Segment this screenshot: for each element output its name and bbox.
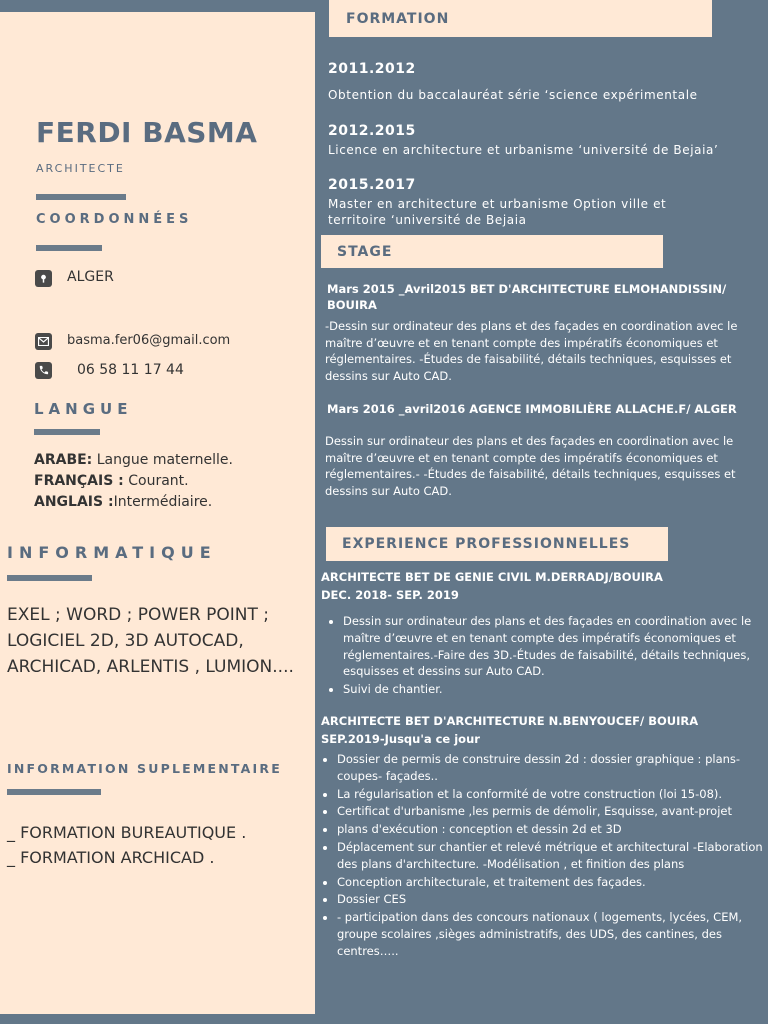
- divider: [36, 194, 126, 200]
- list-item: • Déplacement sur chantier et relevé métrique et architectural -Elaboration des plans d'architecture. -Modélisation , et finition des plans: [337, 839, 767, 873]
- supplementaire-line-2: _ FORMATION ARCHICAD .: [7, 848, 215, 867]
- list-item: • Conception architecturale, et traitement des façades.: [337, 874, 767, 891]
- experience-2-list: [319, 751, 767, 961]
- formation-year-1: 2011.2012: [328, 61, 416, 77]
- formation-desc-3: Master en architecture et urbanisme Option ville et territoire ‘université de Bejaia: [328, 197, 667, 227]
- email-icon: [35, 333, 52, 350]
- stage-2-text: Dessin sur ordinateur des plans et des façades en coordination avec le maître d’œuvre et en tenant compte des impératifs économiques et réglementaires.- -Études de faisabilité, détails techniques, esquisses et dessins sur Auto CAD.: [325, 434, 736, 498]
- stage-2-title: Mars 2016 _avril2016 AGENCE IMMOBILIÈRE ALLACHE.F/ ALGER: [327, 402, 737, 416]
- language-anglais: ANGLAIS :Intermédiaire.: [34, 494, 213, 510]
- left-column: [0, 12, 315, 1014]
- list-item: • - participation dans des concours nationaux ( logements, lycées, CEM, groupe scolaires ,sièges administratifs, des UDS, des cantines, des centres…..: [337, 909, 767, 959]
- list-item: • Dossier de permis de construire dessin 2d : dossier graphique : plans- coupes- façades..: [337, 751, 767, 785]
- language-francais: FRANÇAIS : Courant.: [34, 473, 189, 489]
- language-arabe: ARABE: Langue maternelle.: [34, 452, 233, 468]
- divider: [7, 575, 92, 581]
- phone-icon: [35, 362, 52, 379]
- list-item: • plans d'exécution : conception et dessin 2d et 3D: [337, 821, 767, 838]
- divider: [34, 429, 100, 435]
- supplementaire-heading: INFORMATION SUPLEMENTAIRE: [7, 761, 282, 776]
- phone-text: 06 58 11 17 44: [77, 362, 184, 378]
- supplementaire-line-1: _ FORMATION BUREAUTIQUE .: [7, 823, 247, 842]
- formation-desc-1: Obtention du baccalauréat série ‘science expérimentale: [328, 88, 698, 102]
- stage-1-title: Mars 2015 _Avril2015 BET D'ARCHITECTURE ELMOHANDISSIN/ BOUIRA: [327, 282, 727, 312]
- informatique-text: EXEL ; WORD ; POWER POINT ; LOGICIEL 2D, 3D AUTOCAD, ARCHICAD, ARLENTIS , LUMION....: [7, 605, 294, 677]
- list-item: • Certificat d'urbanisme ,les permis de démolir, Esquisse, avant-projet: [337, 803, 767, 820]
- email-link[interactable]: basma.fer06@gmail.com: [67, 333, 231, 348]
- stage-1-text: -Dessin sur ordinateur des plans et des façades en coordination avec le maître d’œuvre et en tenant compte des impératifs économiques et réglementaires. -Études de faisabilité, détails techniques, esquisses et dessins sur Auto CAD.: [325, 319, 738, 383]
- formation-year-3: 2015.2017: [328, 177, 416, 193]
- formation-desc-2: Licence en architecture et urbanisme ‘université de Bejaia’: [328, 143, 719, 157]
- location-text: ALGER: [67, 269, 114, 285]
- experience-2-title: ARCHITECTE BET D'ARCHITECTURE N.BENYOUCEF/ BOUIRA: [321, 714, 699, 728]
- job-title: ARCHITECTE: [36, 162, 125, 175]
- right-column: [315, 0, 768, 1024]
- stage-heading: STAGE: [321, 235, 663, 268]
- langue-heading: LANGUE: [34, 400, 133, 418]
- informatique-heading: INFORMATIQUE: [7, 543, 217, 562]
- experience-1-date: DEC. 2018- SEP. 2019: [321, 588, 459, 602]
- experience-2-date: SEP.2019-Jusqu'a ce jour: [321, 732, 480, 746]
- coordonnees-heading: COORDONNÉES: [36, 212, 193, 227]
- formation-heading: FORMATION: [329, 0, 712, 37]
- experience-1-title: ARCHITECTE BET DE GENIE CIVIL M.DERRADJ/BOUIRA: [321, 570, 663, 584]
- list-item: • Suivi de chantier.: [343, 681, 761, 698]
- location-icon: [35, 270, 52, 287]
- experience-heading: EXPERIENCE PROFESSIONNELLES: [326, 527, 668, 561]
- list-item: • La régularisation et la conformité de votre construction (loi 15-08).: [337, 786, 767, 803]
- divider: [7, 789, 101, 795]
- formation-year-2: 2012.2015: [328, 123, 416, 139]
- candidate-name: FERDI BASMA: [36, 116, 258, 149]
- experience-1-list: [325, 613, 761, 699]
- divider: [36, 245, 102, 251]
- list-item: • Dossier CES: [337, 891, 767, 908]
- list-item: • Dessin sur ordinateur des plans et des façades en coordination avec le maître d’œuvre et en tenant compte des impératifs économiques et réglementaires.-Faire des 3D.-Études de faisabilité, détails techniques, esquisses et dessins sur Auto CAD.: [343, 613, 761, 680]
